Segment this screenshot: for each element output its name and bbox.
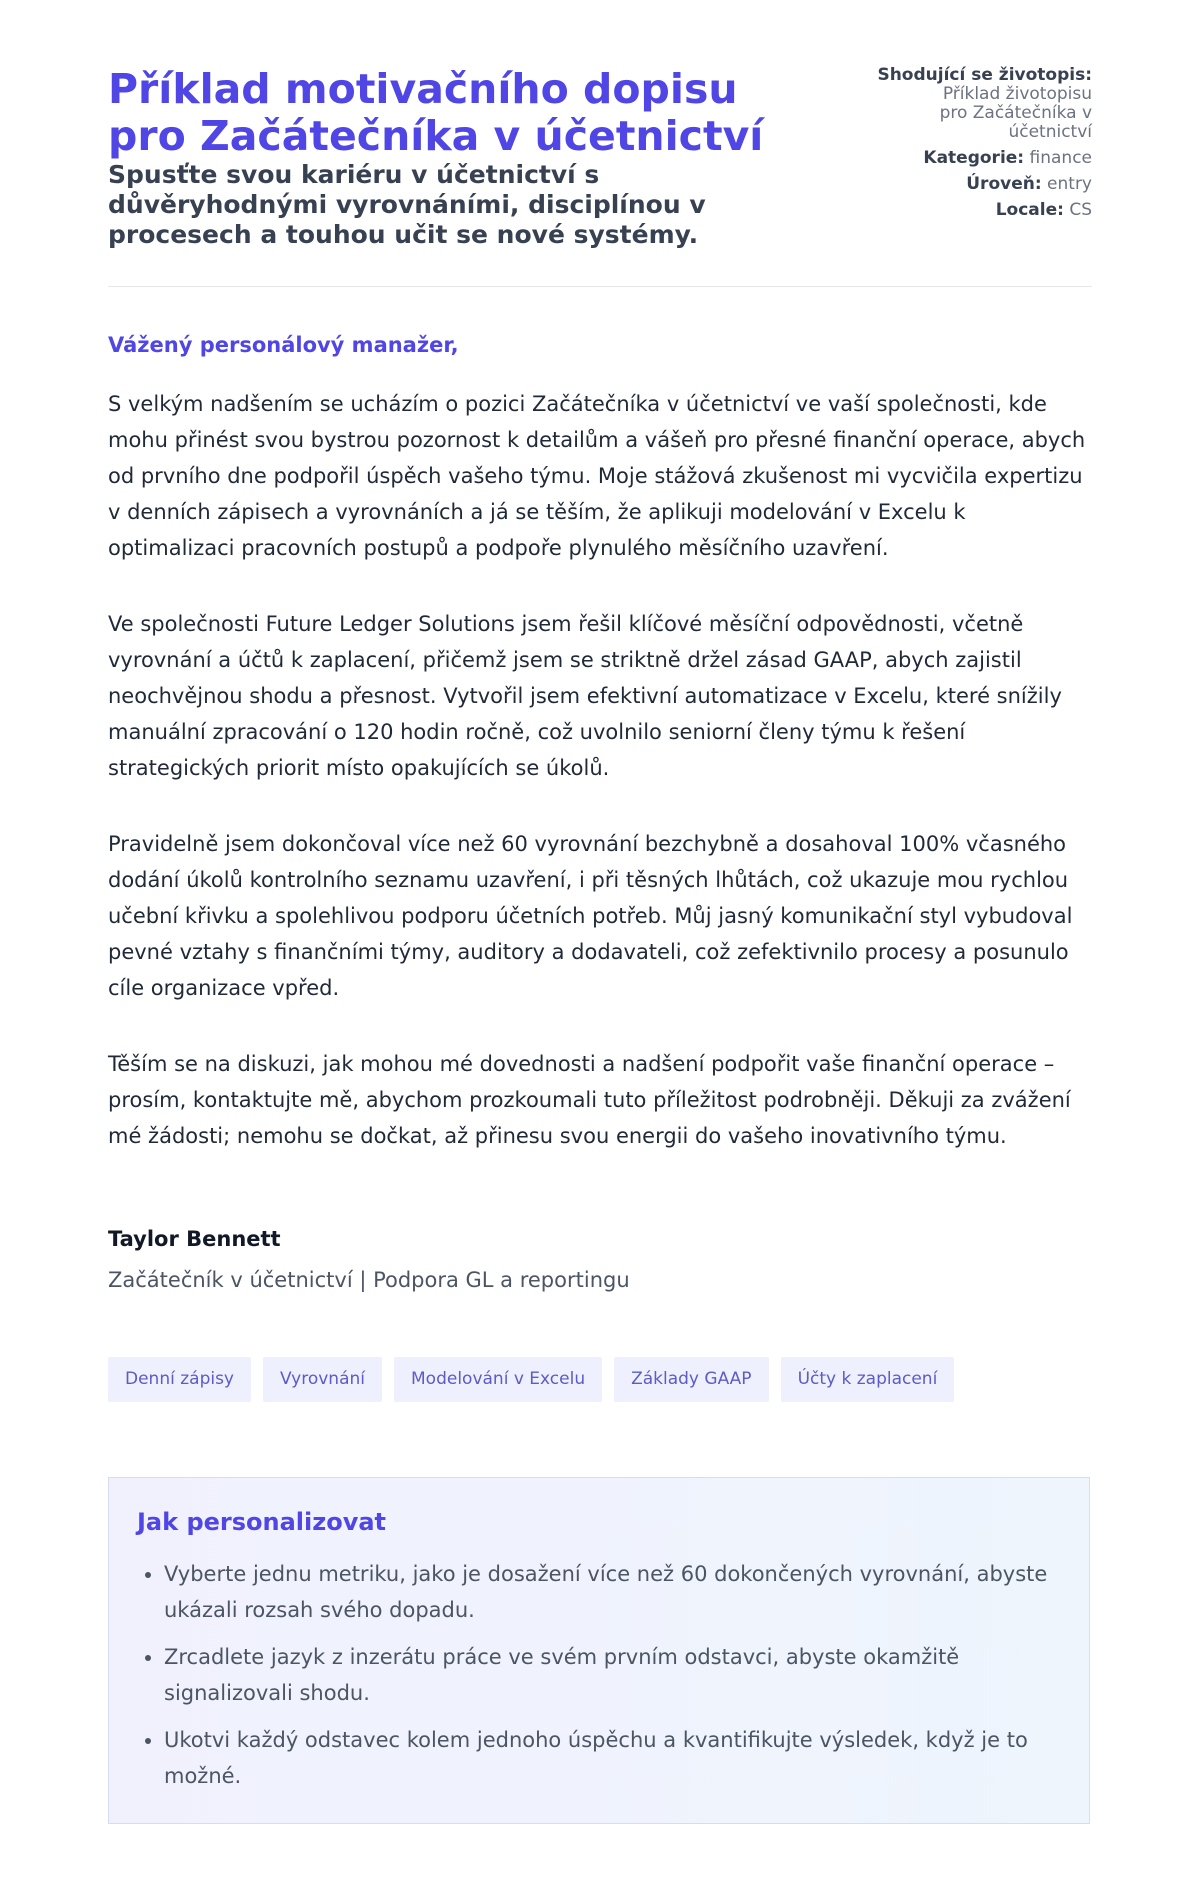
letter-paragraph: Pravidelně jsem dokončoval více než 60 vyrovnání bezchybně a dosahoval 100% včasného dodání úkolů kontrolního seznamu uzavření, i při těsných lhůtách, což ukazuje mou rychlou učební křivku a spolehlivou podporu účetních potřeb. Můj jasný komunikační styl vybudoval pevné vztahy s finančními týmy, auditory a dodavateli, což zefektivnilo procesy a posunulo cíle organizace vpřed. (108, 832, 1073, 1000)
tips-item: • Vyberte jednu metriku, jako je dosažení více než 60 dokončených vyrovnání, abyste ukázali rozsah svého dopadu. (164, 1556, 1084, 1628)
tips-title: Jak personalizovat (137, 1508, 387, 1536)
meta-level-label: Úroveň: (966, 174, 1042, 194)
skill-tag: Základy GAAP (614, 1357, 768, 1402)
page-title: Příklad motivačního dopisu pro Začátečníka v účetnictví (108, 65, 764, 160)
skill-tag: Denní zápisy (108, 1357, 251, 1402)
tips-item: • Ukotvi každý odstavec kolem jednoho úspěchu a kvantifikujte výsledek, když je to možné. (164, 1722, 1084, 1794)
meta-resume-link[interactable]: Příklad životopisu pro Začátečníka v účetnictví (939, 84, 1092, 142)
skill-tags (108, 1357, 954, 1402)
meta-category-label: Kategorie: (923, 148, 1025, 168)
letter-paragraph: S velkým nadšením se ucházím o pozici Začátečníka v účetnictví ve vaší společnosti, kde mohu přinést svou bystrou pozornost k detailům a vášeň pro přesné finanční operace, abych od prvního dne podpořil úspěch vašeho týmu. Moje stážová zkušenost mi vycvičila expertizu v denních zápisech a vyrovnáních a já se těším, že aplikuji modelování v Excelu k optimalizaci pracovních postupů a podpoře plynulého měsíčního uzavření. (108, 392, 1086, 560)
letter-paragraph: Ve společnosti Future Ledger Solutions jsem řešil klíčové měsíční odpovědnosti, včetně vyrovnání a účtů k zaplacení, přičemž jsem se striktně držel zásad GAAP, abych zajistil neochvějnou shodu a přesnost. Vytvořil jsem efektivní automatizace v Excelu, které snížily manuální zpracování o 120 hodin ročně, což uvolnilo seniorní členy týmu k řešení strategických priorit místo opakujících se úkolů. (108, 612, 1062, 780)
meta-category-value: finance (1029, 148, 1092, 168)
meta-level-value: entry (1047, 174, 1092, 194)
skill-tag: Vyrovnání (263, 1357, 382, 1402)
personalize-tips-box (108, 1477, 1090, 1824)
meta-resume (792, 66, 1092, 142)
skill-tag: Modelování v Excelu (394, 1357, 602, 1402)
letter-paragraph: Těším se na diskuzi, jak mohou mé dovednosti a nadšení podpořit vaše finanční operace – prosím, kontaktujte mě, abychom prozkoumali tuto příležitost podrobněji. Děkuji za zvážení mé žádosti; nemohu se dočkat, až přinesu svou energii do vašeho inovativního týmu. (108, 1052, 1071, 1148)
tips-item: • Zrcadlete jazyk z inzerátu práce ve svém prvním odstavci, abyste okamžitě signalizovali shodu. (164, 1639, 1084, 1711)
meta-panel (792, 66, 1092, 227)
skill-tag: Účty k zaplacení (781, 1357, 955, 1402)
letter-greeting: Vážený personálový manažer, (108, 333, 459, 357)
page-subtitle: Spusťte svou kariéru v účetnictví s důvěryhodnými vyrovnáními, disciplínou v procesech a touhou učit se nové systémy. (108, 160, 706, 249)
tips-list (137, 1556, 1084, 1805)
signature-role: Začátečník v účetnictví | Podpora GL a reportingu (108, 1268, 630, 1292)
meta-category (792, 149, 1092, 168)
meta-locale-label: Locale: (995, 200, 1064, 220)
signature-name: Taylor Bennett (108, 1227, 281, 1251)
meta-resume-label: Shodující se životopis: (877, 65, 1092, 85)
letter-body (108, 386, 1092, 1194)
meta-locale (792, 201, 1092, 220)
page-header (108, 66, 1092, 287)
meta-locale-value: CS (1069, 200, 1092, 220)
meta-level (792, 175, 1092, 194)
